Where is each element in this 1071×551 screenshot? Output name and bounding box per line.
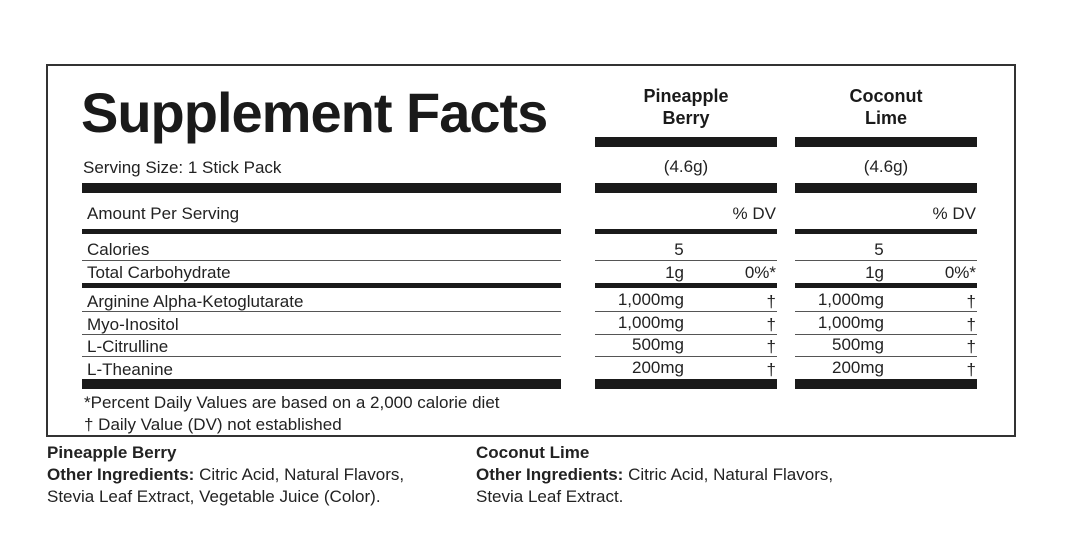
divider-bar (595, 137, 777, 147)
nutrient-amount: 1,000mg (817, 313, 884, 332)
nutrient-dv: † (966, 292, 976, 311)
divider-bar (595, 379, 777, 389)
nutrient-amount: 1g (865, 263, 884, 282)
divider-bar (795, 283, 977, 288)
dv-header: % DV (732, 204, 776, 223)
ingredients-line: Stevia Leaf Extract. (476, 487, 624, 506)
amount-per-serving-label: Amount Per Serving (87, 204, 240, 223)
ingredients-pineapple-berry (47, 442, 404, 508)
divider-bar (82, 183, 561, 193)
other-ingredients-label: Other Ingredients: (476, 465, 624, 484)
nutrient-label-calories: Calories (87, 240, 150, 259)
nutrient-dv: † (766, 292, 776, 311)
serving-size-label: Serving Size: 1 Stick Pack (83, 158, 282, 177)
column-name-line2: Lime (864, 108, 907, 128)
nutrient-amount: 500mg (632, 335, 684, 354)
divider-bar (82, 283, 561, 288)
nutrient-dv: 0%* (744, 263, 776, 282)
nutrient-label-l-theanine: L-Theanine (87, 360, 174, 379)
nutrient-amount: 200mg (832, 358, 884, 377)
ingredients-line: Citric Acid, Natural Flavors, (623, 465, 834, 484)
nutrient-amount: 500mg (832, 335, 884, 354)
column-name-line1: Pineapple (643, 86, 729, 106)
footnote-percent-dv: *Percent Daily Values are based on a 2,000 calorie diet (84, 393, 500, 412)
flavor-name: Pineapple Berry (47, 443, 177, 462)
nutrient-dv: † (766, 337, 776, 356)
row-divider (795, 260, 977, 261)
divider-bar (795, 137, 977, 147)
divider-bar (595, 283, 777, 288)
nutrient-label-myo-inositol: Myo-Inositol (87, 315, 179, 334)
column-header-coconut-lime (796, 85, 976, 129)
nutrient-dv: 0%* (944, 263, 976, 282)
nutrient-dv: † (766, 315, 776, 334)
nutrient-label-l-citrulline: L-Citrulline (87, 337, 169, 356)
flavor-name: Coconut Lime (476, 443, 590, 462)
column-name-line1: Coconut (849, 86, 923, 106)
panel-title: Supplement Facts (81, 81, 548, 144)
nutrient-label-total-carbohydrate: Total Carbohydrate (87, 263, 231, 282)
row-divider (795, 311, 977, 312)
nutrient-dv: † (766, 360, 776, 379)
row-divider (82, 334, 561, 335)
serving-amount: (4.6g) (663, 157, 709, 176)
ingredients-line: Citric Acid, Natural Flavors, (194, 465, 405, 484)
divider-bar (82, 229, 561, 234)
column-name-line2: Berry (662, 108, 710, 128)
dv-header: % DV (932, 204, 976, 223)
nutrient-amount: 1,000mg (617, 313, 684, 332)
nutrient-dv: † (966, 360, 976, 379)
nutrient-dv: † (966, 337, 976, 356)
nutrient-label-arginine: Arginine Alpha-Ketoglutarate (87, 292, 304, 311)
serving-amount: (4.6g) (863, 157, 909, 176)
row-divider (595, 311, 777, 312)
column-header-pineapple-berry (596, 85, 776, 129)
row-divider (795, 356, 977, 357)
nutrient-amount: 200mg (632, 358, 684, 377)
row-divider (82, 260, 561, 261)
nutrient-amount: 1,000mg (817, 290, 884, 309)
ingredients-line: Stevia Leaf Extract, Vegetable Juice (Color). (47, 487, 381, 506)
footnote-dagger: † Daily Value (DV) not established (84, 415, 342, 434)
divider-bar (595, 183, 777, 193)
nutrient-amount: 5 (874, 240, 884, 259)
divider-bar (82, 379, 561, 389)
row-divider (82, 311, 561, 312)
divider-bar (795, 229, 977, 234)
divider-bar (795, 183, 977, 193)
row-divider (82, 356, 561, 357)
divider-bar (795, 379, 977, 389)
row-divider (595, 356, 777, 357)
nutrient-dv: † (966, 315, 976, 334)
nutrient-amount: 5 (674, 240, 684, 259)
divider-bar (595, 229, 777, 234)
ingredients-coconut-lime (476, 442, 833, 508)
row-divider (595, 260, 777, 261)
nutrient-amount: 1,000mg (617, 290, 684, 309)
other-ingredients-label: Other Ingredients: (47, 465, 195, 484)
nutrient-amount: 1g (665, 263, 684, 282)
